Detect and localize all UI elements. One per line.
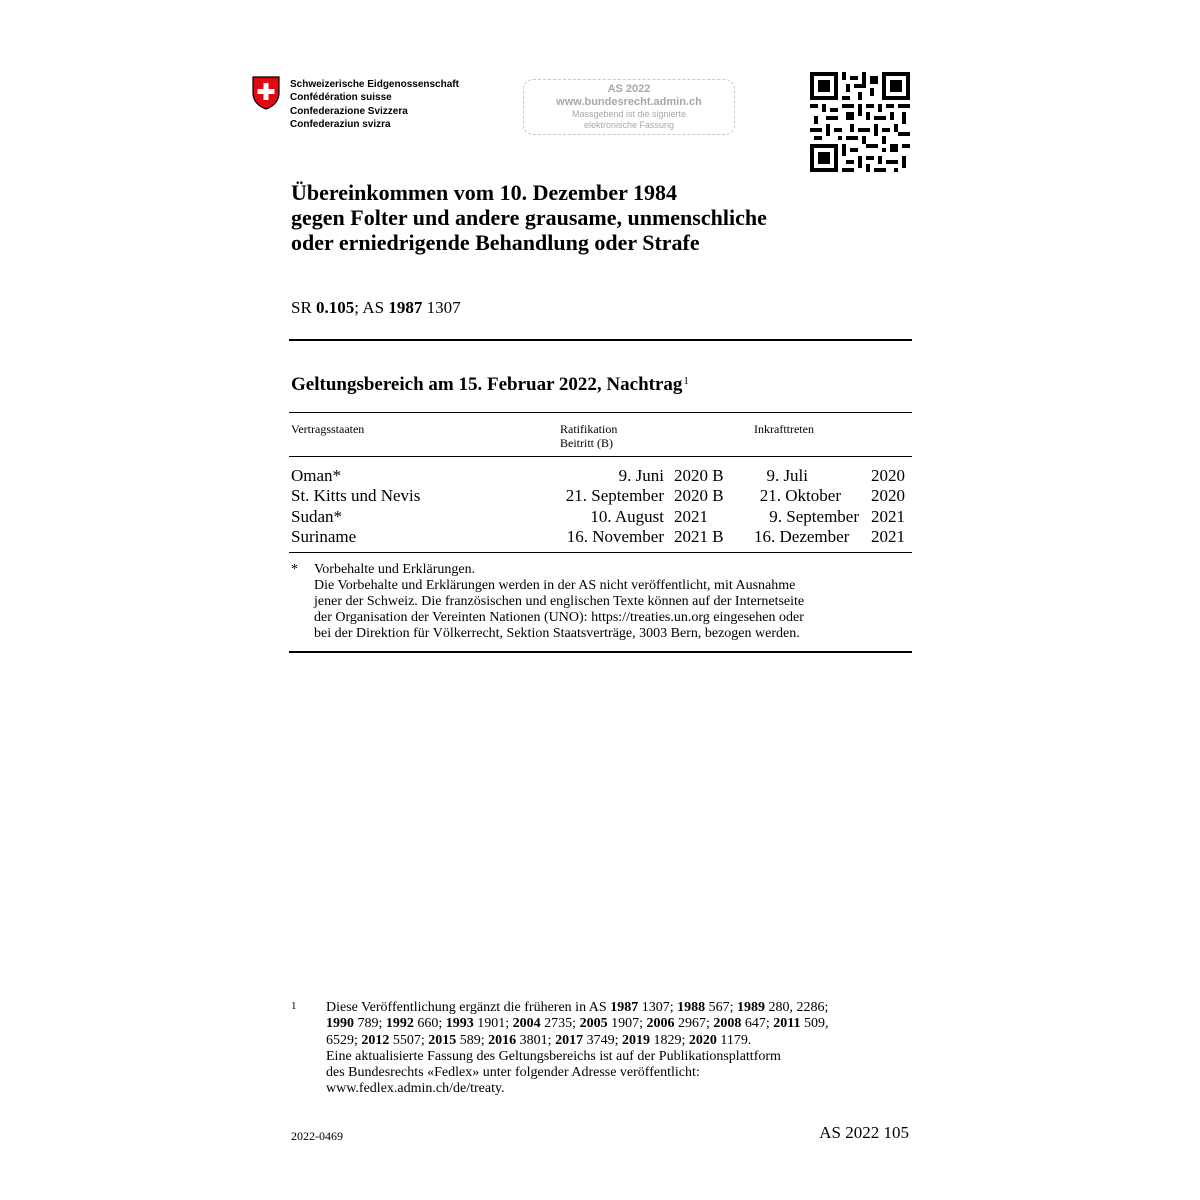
section-divider bbox=[289, 339, 912, 341]
footnote-line: www.fedlex.admin.ch/de/treaty. bbox=[326, 1081, 505, 1097]
cell-ratification-year: 2020 B bbox=[674, 486, 724, 505]
swiss-cross-shield-icon bbox=[252, 76, 280, 110]
cell-state: Sudan* bbox=[291, 507, 342, 526]
header-ratification bbox=[560, 422, 617, 450]
stamp-as-number: AS 2022 bbox=[607, 83, 651, 95]
sr-reference bbox=[291, 298, 461, 318]
stamp-note-2: elektronische Fassung bbox=[583, 120, 675, 130]
cell-ratification-year: 2021 bbox=[674, 507, 708, 526]
cell-entry-year: 2020 bbox=[871, 486, 905, 505]
sr-prefix: SR bbox=[291, 298, 317, 317]
agency-name bbox=[290, 78, 459, 131]
cell-state: St. Kitts und Nevis bbox=[291, 486, 421, 505]
note-line: der Organisation der Vereinten Nationen (UNO): https://treaties.un.org eingesehen oder bbox=[314, 610, 804, 625]
footnote-line: 6529; 2012 5507; 2015 589; 2016 3801; 2017 3749; 2019 1829; 2020 1179. bbox=[326, 1032, 752, 1048]
title-line-1: Übereinkommen vom 10. Dezember 1984 bbox=[291, 180, 677, 205]
scope-title: Geltungsbereich am 15. Februar 2022, Nachtrag bbox=[291, 374, 683, 395]
cell-ratification-date: 16. November bbox=[566, 527, 664, 546]
note-line: jener der Schweiz. Die französischen und englischen Texte können auf der Internetseite bbox=[314, 594, 805, 609]
cell-entry-date: 21. Oktober bbox=[759, 486, 841, 505]
document-title bbox=[291, 180, 911, 255]
header-states: Vertragsstaaten bbox=[291, 422, 365, 436]
agency-line-rm: Confederaziun svizra bbox=[290, 118, 391, 130]
cell-ratification-date: 10. August bbox=[590, 507, 664, 526]
note-end-rule bbox=[289, 651, 912, 653]
header-entry: Inkrafttreten bbox=[754, 422, 814, 436]
agency-line-it: Confederazione Svizzera bbox=[290, 105, 408, 117]
note-line: bei der Direktion für Völkerrecht, Sektion Staatsverträge, 3003 Bern, bezogen werden. bbox=[314, 626, 800, 641]
table-top-rule bbox=[289, 412, 912, 413]
note-marker: * bbox=[291, 562, 298, 577]
cell-entry-year: 2020 bbox=[871, 466, 905, 485]
scope-footnote-ref: 1 bbox=[683, 375, 689, 387]
table-bottom-rule bbox=[289, 552, 912, 553]
agency-line-de: Schweizerische Eidgenossenschaft bbox=[290, 79, 459, 90]
cell-ratification-year: 2020 B bbox=[674, 466, 724, 485]
header-ratification-line-2: Beitritt (B) bbox=[560, 436, 613, 450]
footnote-line: 1990 789; 1992 660; 1993 1901; 2004 2735; 2005 1907; 2006 2967; 2008 647; 2011 509, bbox=[326, 1016, 829, 1032]
scope-heading bbox=[291, 374, 689, 396]
title-line-3: oder erniedrigende Behandlung oder Strafe bbox=[291, 230, 700, 255]
sr-number: 0.105 bbox=[316, 298, 355, 317]
cell-state: Suriname bbox=[291, 527, 357, 546]
cell-entry-date: 9. September bbox=[769, 507, 859, 526]
cell-entry-year: 2021 bbox=[871, 527, 905, 546]
title-line-2: gegen Folter und andere grausame, unmenschliche bbox=[291, 205, 767, 230]
qr-code-icon bbox=[810, 72, 910, 172]
footnote-number: 1 bbox=[291, 1000, 297, 1012]
cell-entry-date: 9. Juli bbox=[766, 466, 808, 485]
cell-entry-year: 2021 bbox=[871, 507, 905, 526]
cell-entry-date: 16. Dezember bbox=[754, 527, 850, 546]
as-year: 1987 bbox=[388, 298, 423, 317]
footnote-line: Eine aktualisierte Fassung des Geltungsbereichs ist auf der Publikationsplattform bbox=[326, 1048, 781, 1064]
cell-ratification-date: 9. Juni bbox=[618, 466, 664, 485]
as-separator: ; AS bbox=[354, 298, 389, 317]
cell-ratification-date: 21. September bbox=[565, 486, 664, 505]
stamp-note-1: Massgebend ist die signierte bbox=[571, 109, 687, 119]
as-page: 1307 bbox=[422, 298, 461, 317]
footnote-line: des Bundesrechts «Fedlex» unter folgender Adresse veröffentlicht: bbox=[326, 1065, 700, 1081]
cell-state: Oman* bbox=[291, 466, 342, 485]
note-line: Die Vorbehalte und Erklärungen werden in der AS nicht veröffentlicht, mit Ausnahme bbox=[314, 578, 796, 593]
cell-ratification-year: 2021 B bbox=[674, 527, 724, 546]
note-line: Vorbehalte und Erklärungen. bbox=[314, 562, 476, 577]
document-id: 2022-0469 bbox=[291, 1129, 343, 1143]
header-ratification-line-1: Ratifikation bbox=[560, 422, 618, 436]
agency-line-fr: Confédération suisse bbox=[290, 92, 392, 104]
page-reference: AS 2022 105 bbox=[819, 1123, 909, 1142]
official-stamp bbox=[523, 79, 735, 135]
stamp-url: www.bundesrecht.admin.ch bbox=[556, 96, 702, 108]
footnote-line: Diese Veröffentlichung ergänzt die früheren in AS 1987 1307; 1988 567; 1989 280, 2286; bbox=[326, 1000, 829, 1015]
table-header-rule bbox=[289, 456, 912, 457]
